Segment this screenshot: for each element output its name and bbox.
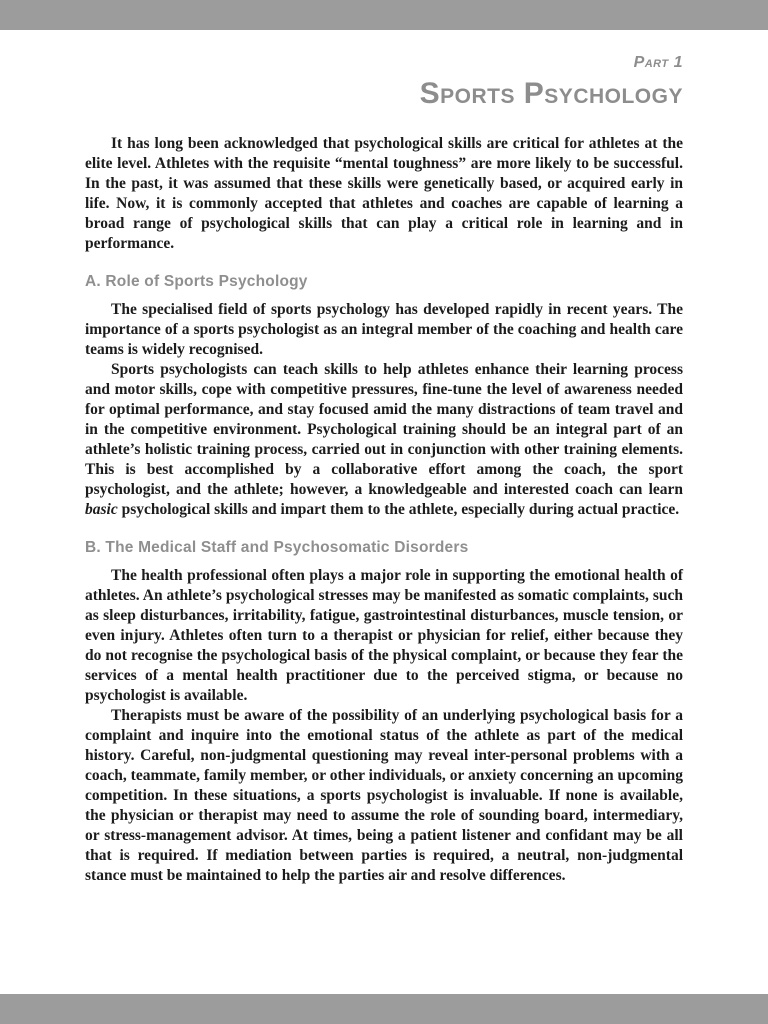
viewer-bottom-bar [0,994,768,1024]
paragraph-text-after-italic: psychological skills and impart them to the athlete, especially during actual practice. [117,501,680,518]
section-b-heading: B. The Medical Staff and Psychosomatic Disorders [85,539,469,556]
paragraph-text-before-italic: Sports psychologists can teach skills to help athletes enhance their learning process and motor skills, cope with competitive pressures, fine-tune the level of awareness needed for optimal performance, and stay focused amid the many distractions of team travel and in the competitive environment. Psychological training should be an integral part of an athlete’s holistic training process, carried out in conjunction with other training elements. This is best accomplished by a collaborative effort among the coach, the sport psychologist, and the athlete; however, a knowledgeable and interested coach can learn [85,361,683,498]
page-title: Sports Psychology [419,77,683,110]
page-content [0,30,768,994]
section-a-paragraph-2 [85,360,683,520]
section-a-heading: A. Role of Sports Psychology [85,273,308,290]
viewer-top-bar [0,0,768,30]
italic-word: basic [85,501,118,518]
section-b-paragraph-1: The health professional often plays a major role in supporting the emotional health of athletes. An athlete’s psychological stresses may be manifested as somatic complaints, such as sleep disturbances, irritability, fatigue, gastrointestinal disturbances, muscle tension, or even injury. Athletes often turn to a therapist or physician for relief, either because they do not recognise the psychological basis of the physical complaint, or because they fear the services of a mental health practitioner due to the perceived stigma, or because no psychologist is available. [85,567,683,704]
section-b-paragraph-2: Therapists must be aware of the possibility of an underlying psychological basis for a complaint and inquire into the emotional status of the athlete as part of the medical history. Careful, non-judgmental questioning may reveal inter-personal problems with a coach, teammate, family member, or other individuals, or anxiety concerning an upcoming competition. In these situations, a sports psychologist is invaluable. If none is available, the physician or therapist may need to assume the role of sounding board, intermediary, or stress-management advisor. At times, being a patient listener and confidant may be all that is required. If mediation between parties is required, a neutral, non-judgmental stance must be maintained to help the parties air and resolve differences. [85,707,683,884]
part-label: Part 1 [633,54,683,71]
intro-paragraph: It has long been acknowledged that psychological skills are critical for athletes at the elite level. Athletes with the requisite “mental toughness” are more likely to be successful. In the past, it was assumed that these skills were genetically based, or acquired early in life. Now, it is commonly accepted that athletes and coaches are capable of learning a broad range of psychological skills that can play a critical role in learning and in performance. [85,135,683,252]
section-a-paragraph-1: The specialised field of sports psychology has developed rapidly in recent years. The importance of a sports psychologist as an integral member of the coaching and health care teams is widely recognised. [85,301,683,358]
